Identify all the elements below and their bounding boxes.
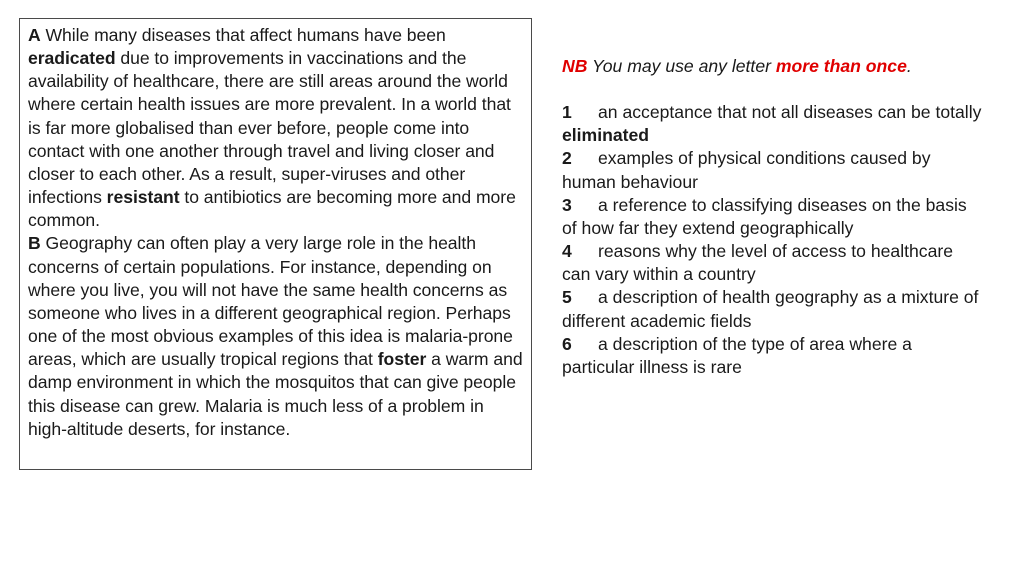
question-text: a reference to classifying diseases on the basis of how far they extend geographically — [562, 194, 967, 238]
paragraph-b-letter: B — [28, 233, 41, 254]
question-item — [562, 194, 982, 240]
instruction-emphasis: more than once — [775, 56, 907, 76]
questions-column — [562, 55, 982, 379]
question-item — [562, 240, 982, 286]
nb-label: NB — [562, 56, 588, 76]
question-text: reasons why the level of access to healthcare can vary within a country — [562, 241, 954, 285]
paragraph-b-text-2: a warm and damp environment in which the mosquitos that can give people this disease can grew. Malaria is much less of a problem in high-altitude deserts, for instance. — [28, 349, 523, 439]
instruction-line — [562, 55, 982, 78]
question-number: 5 — [562, 287, 572, 308]
question-number: 6 — [562, 333, 572, 354]
paragraph-a-text-2: due to improvements in vaccinations and the availability of healthcare, there are still areas around the world where certain health issues are more prevalent. In a world that is far more globalised than ever before, people come into contact with one another through travel and living closer and closer to each other. As a result, super-viruses and other infections — [28, 48, 511, 208]
question-number: 1 — [562, 102, 572, 123]
keyword-foster: foster — [377, 349, 427, 370]
question-text: examples of physical conditions caused by human behaviour — [562, 148, 931, 192]
question-item — [562, 101, 982, 147]
keyword-eliminated: eliminated — [562, 125, 650, 146]
question-text: a description of the type of area where a particular illness is rare — [562, 333, 912, 377]
question-number: 3 — [562, 194, 572, 215]
question-number: 4 — [562, 241, 572, 262]
paragraph-a-text-3: to antibiotics are becoming more and more common. — [28, 187, 516, 231]
question-item — [562, 286, 982, 332]
question-text: a description of health geography as a mixture of different academic fields — [562, 287, 979, 331]
keyword-eradicated: eradicated — [28, 48, 116, 69]
paragraph-b-text-1: Geography can often play a very large role in the health concerns of certain populations. For instance, depending on where you live, you will not have the same health concerns as someone who lives in a different geographical region. Perhaps one of the most obvious examples of this idea is malaria-prone areas, which are usually tropical regions that — [28, 233, 513, 370]
paragraph-a-letter: A — [28, 25, 41, 45]
reading-passage-box — [19, 18, 532, 470]
paragraph-b — [28, 232, 523, 440]
question-item — [562, 333, 982, 379]
keyword-resistant: resistant — [106, 187, 180, 208]
paragraph-a-text-1: While many diseases that affect humans have been — [40, 25, 446, 45]
instruction-text-2: . — [906, 56, 912, 76]
paragraph-a — [28, 24, 523, 232]
question-text: an acceptance that not all diseases can be totally — [598, 102, 982, 123]
instruction-text-1: You may use any letter — [587, 56, 776, 76]
question-item — [562, 147, 982, 193]
question-number: 2 — [562, 148, 572, 169]
